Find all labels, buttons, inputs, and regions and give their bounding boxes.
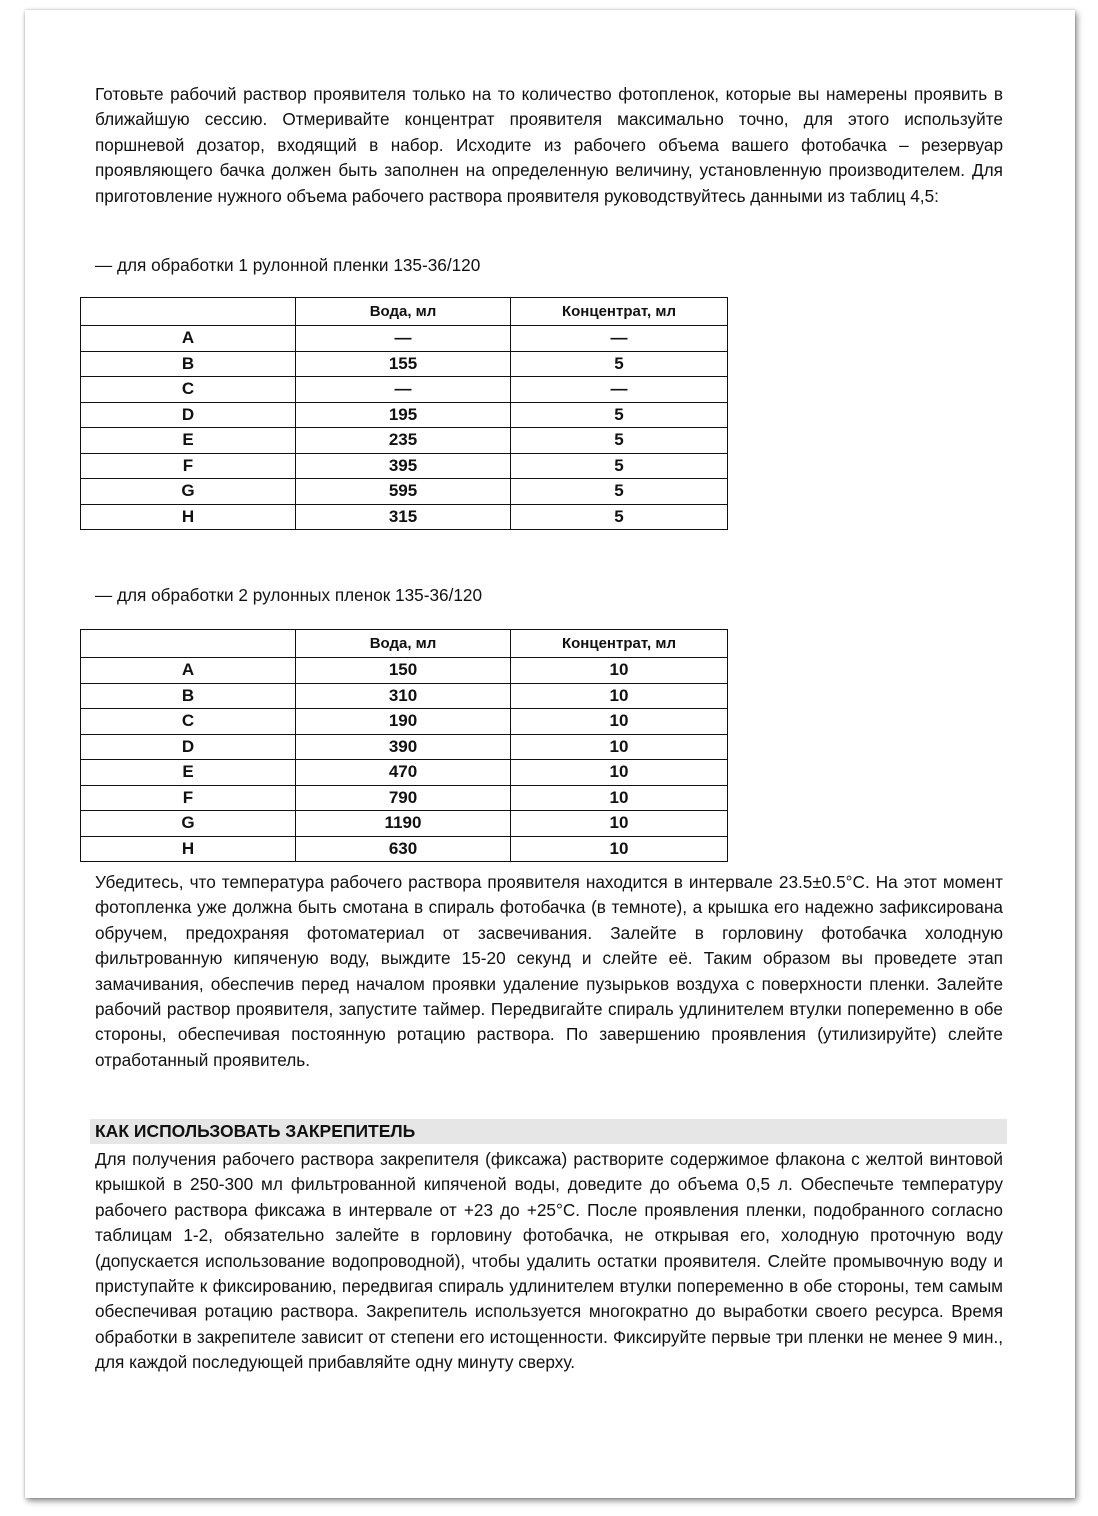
concentrate-cell: 5 [511, 479, 728, 505]
concentrate-cell: 10 [511, 683, 728, 709]
table-row [81, 453, 728, 479]
header-cell [81, 298, 296, 326]
water-cell: 150 [296, 658, 511, 684]
header-cell-concentrate: Концентрат, мл [511, 298, 728, 326]
tank-cell: A [81, 326, 296, 352]
concentrate-cell: 10 [511, 836, 728, 862]
developer-table-2-rolls [80, 629, 728, 862]
tank-cell: B [81, 683, 296, 709]
table-row [81, 428, 728, 454]
table-row [81, 326, 728, 352]
developer-table-1-roll [80, 297, 728, 530]
tank-cell: E [81, 760, 296, 786]
tank-cell: F [81, 453, 296, 479]
table-row [81, 760, 728, 786]
temperature-paragraph: Убедитесь, что температура рабочего раствора проявителя находится в интервале 23.5±0.5°С. На этот момент фотопленка уже должна быть смотана в спираль фотобачка (в темноте), а крышка его надежно зафиксирована обручем, предохраняя фотоматериал от засвечивания. Залейте в горловину фотобачка холодную фильтрованную кипяченую воду, выждите 15-20 секунд и слейте её. Таким образом вы проведете этап замачивания, обеспечив перед началом проявки удаление пузырьков воздуха с поверхности пленки. Залейте рабочий раствор проявителя, запустите таймер. Передвигайте спираль удлинителем втулки попеременно в обе стороны, обеспечивая постоянную ротацию раствора. По завершению проявления (утилизируйте) слейте отработанный проявитель. [95, 872, 1003, 1070]
tank-cell: H [81, 836, 296, 862]
table2-caption: — для обработки 2 рулонных пленок 135-36/120 [95, 585, 483, 605]
water-cell: 155 [296, 351, 511, 377]
water-cell: 195 [296, 402, 511, 428]
tank-cell: G [81, 479, 296, 505]
header-cell-water: Вода, мл [296, 298, 511, 326]
table-row [81, 402, 728, 428]
fixer-paragraph: Для получения рабочего раствора закрепителя (фиксажа) растворите содержимое флакона с желтой винтовой крышкой в 250-300 мл фильтрованной кипяченой воды, доведите до объема 0,5 л. Обеспечьте температуру рабочего раствора фиксажа в интервале от +23 до +25°С. После проявления пленки, подобранного согласно таблицам 1-2, обязательно залейте в горловину фотобачка, не открывая его, холодную проточную воду (допускается использование водопроводной), чтобы удалить остатки проявителя. Слейте промывочную воду и приступайте к фиксированию, передвигая спираль удлинителем втулки попеременно в обе стороны, тем самым обеспечивая ротацию раствора. Закрепитель используется многократно до выработки своего ресурса. Время обработки в закрепителе зависит от степени его истощенности. Фиксируйте первые три пленки не менее 9 мин., для каждой последующей прибавляйте одну минуту сверху. [95, 1149, 1003, 1373]
water-cell: 1190 [296, 811, 511, 837]
concentrate-cell: 10 [511, 785, 728, 811]
table-row [81, 811, 728, 837]
header-cell-concentrate: Концентрат, мл [511, 630, 728, 658]
tank-cell: H [81, 504, 296, 530]
table-row [81, 504, 728, 530]
table-row [81, 709, 728, 735]
tank-cell: D [81, 402, 296, 428]
water-cell: — [296, 377, 511, 403]
concentrate-cell: — [511, 377, 728, 403]
concentrate-cell: 10 [511, 734, 728, 760]
concentrate-cell: — [511, 326, 728, 352]
document-page [25, 10, 1075, 1498]
table-row [81, 479, 728, 505]
tank-cell: D [81, 734, 296, 760]
concentrate-cell: 5 [511, 453, 728, 479]
concentrate-cell: 5 [511, 351, 728, 377]
intro-paragraph: Готовьте рабочий раствор проявителя только на то количество фотопленок, которые вы намерены проявить в ближайшую сессию. Отмеривайте концентрат проявителя максимально точно, для этого используйте поршневой дозатор, входящий в набор. Исходите из рабочего объема вашего фотобачка – резервуар проявляющего бачка должен быть заполнен на определенную величину, установленную производителем. Для приготовление нужного объема рабочего раствора проявителя руководствуйтесь данными из таблиц 4,5: [95, 84, 1003, 206]
water-cell: 470 [296, 760, 511, 786]
concentrate-cell: 10 [511, 709, 728, 735]
water-cell: 190 [296, 709, 511, 735]
concentrate-cell: 5 [511, 504, 728, 530]
header-cell-water: Вода, мл [296, 630, 511, 658]
tank-cell: C [81, 377, 296, 403]
tank-cell: A [81, 658, 296, 684]
tank-cell: C [81, 709, 296, 735]
table-row [81, 683, 728, 709]
header-cell [81, 630, 296, 658]
water-cell: — [296, 326, 511, 352]
concentrate-cell: 10 [511, 658, 728, 684]
water-cell: 630 [296, 836, 511, 862]
table-row [81, 377, 728, 403]
water-cell: 790 [296, 785, 511, 811]
table-header-row [81, 298, 728, 326]
water-cell: 315 [296, 504, 511, 530]
concentrate-cell: 10 [511, 760, 728, 786]
table-row [81, 836, 728, 862]
water-cell: 390 [296, 734, 511, 760]
concentrate-cell: 5 [511, 402, 728, 428]
water-cell: 235 [296, 428, 511, 454]
tank-cell: F [81, 785, 296, 811]
tank-cell: B [81, 351, 296, 377]
water-cell: 595 [296, 479, 511, 505]
water-cell: 395 [296, 453, 511, 479]
water-cell: 310 [296, 683, 511, 709]
table-row [81, 658, 728, 684]
tank-cell: E [81, 428, 296, 454]
table1-caption: — для обработки 1 рулонной пленки 135-36/120 [95, 255, 481, 275]
concentrate-cell: 5 [511, 428, 728, 454]
table-header-row [81, 630, 728, 658]
concentrate-cell: 10 [511, 811, 728, 837]
table-row [81, 734, 728, 760]
table-row [81, 351, 728, 377]
section-title-fixer: КАК ИСПОЛЬЗОВАТЬ ЗАКРЕПИТЕЛЬ [90, 1119, 1007, 1144]
tank-cell: G [81, 811, 296, 837]
table-row [81, 785, 728, 811]
